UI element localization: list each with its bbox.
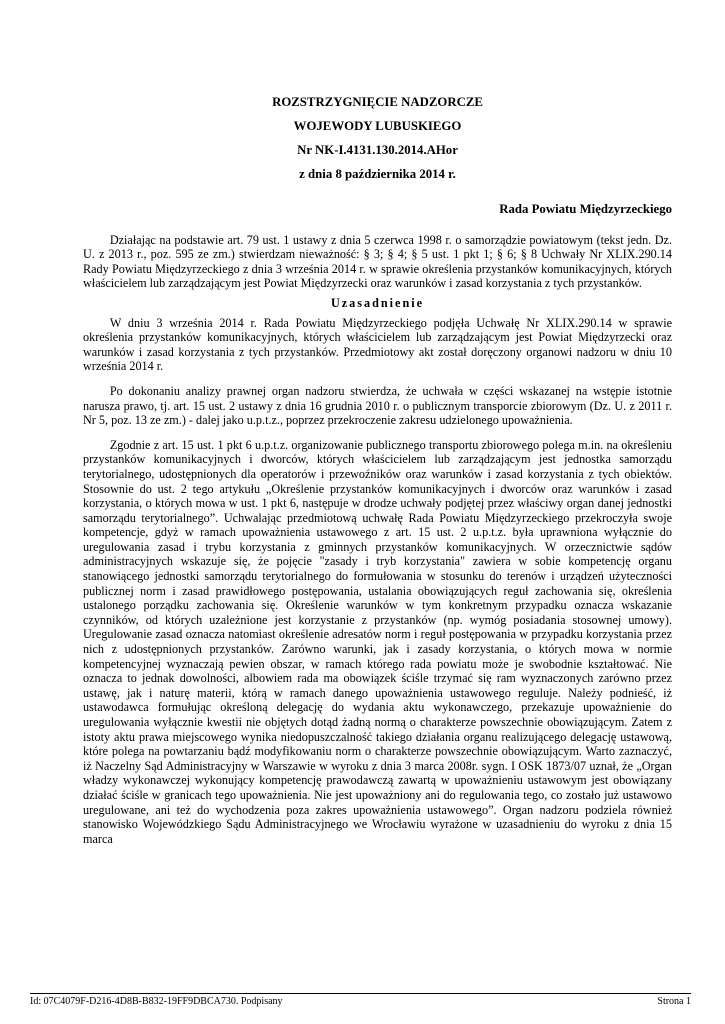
document-date: z dnia 8 października 2014 r. (299, 167, 456, 181)
document-header (83, 90, 672, 186)
document-number: Nr NK-I.4131.130.2014.AHor (297, 143, 458, 157)
intro-paragraph: Działając na podstawie art. 79 ust. 1 ustawy z dnia 5 czerwca 1998 r. o samorządzie powiatowym (tekst jedn. Dz. U. z 2013 r., poz. 595 ze zm.) stwierdzam nieważność: § 3; § 4; § 5 ust. 1 pkt 1; § 6; § 8 Uchwały Nr XLIX.290.14 Rady Powiatu Międzyrzeckiego z dnia 3 września 2014 r. w sprawie określenia przystanków komunikacyjnych, których właścicielem lub zarządzającym jest Powiat Międzyrzecki oraz warunków i zasad korzystania z tych przystanków. (83, 232, 672, 291)
footer-divider (30, 993, 691, 994)
section-title: Uzasadnienie (330, 295, 425, 310)
document-page (83, 90, 672, 846)
body-paragraph-2: Po dokonaniu analizy prawnej organ nadzoru stwierdza, że uchwała w części wskazanej na wstępie istotnie narusza prawo, tj. art. 15 ust. 2 ustawy z dnia 16 grudnia 2010 r. o publicznym transporcie zbiorowym (Dz. U. z 2011 r. Nr 5, poz. 13 ze zm.) - dalej jako u.p.t.z., poprzez przekroczenie zakresu udzielonego upoważnienia. (83, 383, 672, 428)
body-paragraph-1: W dniu 3 września 2014 r. Rada Powiatu Międzyrzeckiego podjęła Uchwałę Nr XLIX.290.14 w sprawie określenia przystanków komunikacyjnych, których właścicielem lub zarządzającym jest Powiat Międzyrzecki oraz warunków i zasad korzystania z tych przystanków. Przedmiotowy akt został doręczony organowi nadzoru w dniu 10 września 2014 r. (83, 315, 672, 374)
body-paragraph-3: Zgodnie z art. 15 ust. 1 pkt 6 u.p.t.z. organizowanie publicznego transportu zbiorowego polega m.in. na określeniu przystanków komunikacyjnych i dworców, których właścicielem lub zarządzającym jest jednostka samorządu terytorialnego, udostępnionych dla operatorów i przewoźników oraz warunków i zasad korzystania z tych obiektów. Stosownie do ust. 2 tego artykułu „Określenie przystanków komunikacyjnych i dworców oraz warunków i zasad korzystania, o których mowa w ust. 1 pkt 6, następuje w drodze uchwały podjętej przez właściwy organ danej jednostki samorządu terytorialnego”. Uchwalając przedmiotową uchwałę Rada Powiatu Międzyrzeckiego przekroczyła swoje kompetencje, gdyż w ramach upoważnienia ustawowego z art. 15 ust. 2 u.p.t.z. była uprawniona wyłącznie do uregulowania zasad i trybu korzystania z gminnych przystanków komunikacyjnych. W orzecznictwie sądów administracyjnych wskazuje się, że pojęcie "zasady i tryb korzystania" zawiera w sobie kompetencję organu stanowiącego jednostki samorządu terytorialnego do formułowania w stosunku do terenów i urządzeń użyteczności publicznej norm i zasad prawidłowego postępowania, ustalania obowiązujących reguł zachowania się, określenia ustalonego porządku zachowania się. Określenie warunków w tym konkretnym przypadku oznacza wskazanie czynników, od których uzależnione jest korzystanie z przystanków (np. wymóg posiadania stosownej umowy). Uregulowanie zasad oznacza natomiast określenie adresatów norm i reguł postępowania w przypadku korzystania przez nich z udostępnionych przystanków. Zarówno warunki, jak i zasady korzystania, o których mowa w normie kompetencyjnej wyznaczają pewien obszar, w ramach którego rada powiatu może je swobodnie kształtować. Nie oznacza to jednak dowolności, albowiem rada ma obowiązek ściśle trzymać się ram wyznaczonych zarówno przez ustawę, jak i naturę materii, którą w ramach danego upoważnienia ustawowego reguluje. Należy podnieść, iż ustawodawca formułując określoną delegację do wydania aktu wykonawczego, przekazuje upoważnienie do uregulowania wyłącznie kwestii nie objętych dotąd żadną normą o charakterze powszechnie obowiązującym. Zatem z istoty aktu prawa miejscowego wynika niedopuszczalność takiego działania organu realizującego delegację ustawową, które polega na powtarzaniu bądź modyfikowaniu norm o charakterze powszechnie obowiązującym. Warto zaznaczyć, iż Naczelny Sąd Administracyjny w Warszawie w wyroku z dnia 3 marca 2008r. sygn. I OSK 1873/07 uznał, że „Organ władzy wykonawczej wykonujący kompetencję prawodawczą zawartą w upoważnieniu ustawowym jest obowiązany działać ściśle w granicach tego upoważnienia. Nie jest upoważniony ani do regulowania tego, co zostało już ustawowo uregulowane, ani też do wychodzenia poza zakres upoważnienia ustawowego”. Organ nadzoru podziela również stanowisko Wojewódzkiego Sądu Administracyjnego we Wrocławiu wyrażone w uzasadnieniu do wyroku z dnia 15 marca (83, 437, 672, 846)
page-footer (30, 996, 691, 1008)
page-number: Strona 1 (657, 996, 691, 1007)
issuer: WOJEWODY LUBUSKIEGO (293, 119, 462, 133)
document-title: ROZSTRZYGNIĘCIE NADZORCZE (272, 95, 483, 109)
addressee: Rada Powiatu Międzyrzeckiego (499, 202, 672, 216)
document-id: Id: 07C4079F-D216-4D8B-B832-19FF9DBCA730. Podpisany (30, 996, 283, 1007)
